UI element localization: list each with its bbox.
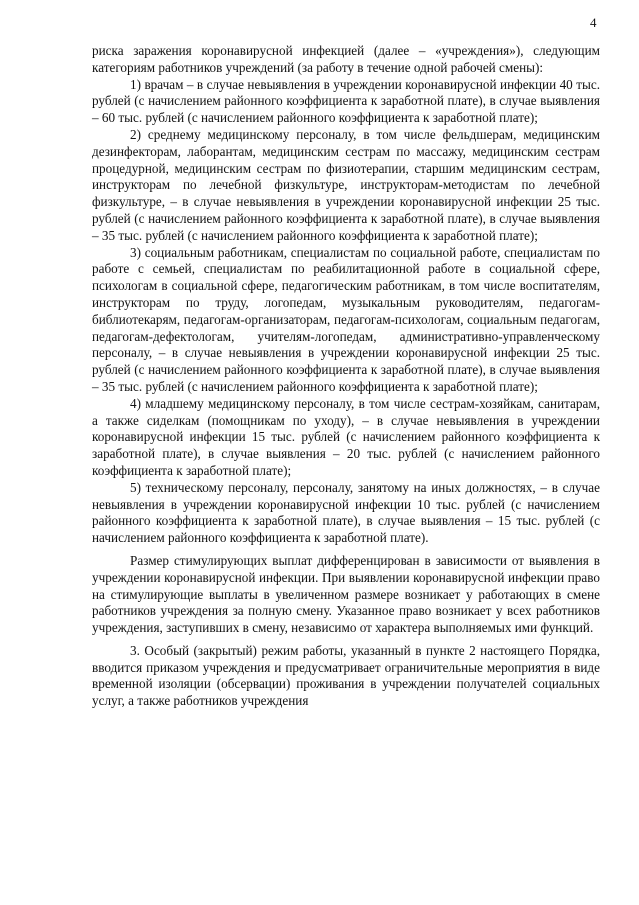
paragraph-item-2-mid-medical-staff: 2) среднему медицинскому персоналу, в том числе фельдшерам, медицинским дезинфекторам, лаборантам, медицинским сестрам по массажу, медицинским сестрам процедурной, медицинским сестрам по физиотерапии, старшим медицинским сестрам, инструкторам по лечебной физкультуре, инструкторам-методистам по лечебной физкультуре, – в случае невыявления в учреждении коронавирусной инфекции 25 тыс. рублей (с начислением районного коэффициента к заработной плате), в случае выявления – 35 тыс. рублей (с начислением районного коэффициента к заработной плате); bbox=[92, 126, 600, 243]
page-number: 4 bbox=[590, 15, 597, 30]
paragraph-intro-continuation: риска заражения коронавирусной инфекцией (далее – «учреждения»), следующим категориям работников учреждений (за работу в течение одной рабочей смены): bbox=[92, 43, 600, 75]
document-body bbox=[92, 43, 600, 710]
paragraph-item-1-doctors: 1) врачам – в случае невыявления в учреждении коронавирусной инфекции 40 тыс. рублей (с начислением районного коэффициента к заработной плате), в случае выявления – 60 тыс. рублей (с начислением районного коэффициента к заработной плате); bbox=[92, 76, 600, 126]
paragraph-section-3: 3. Особый (закрытый) режим работы, указанный в пункте 2 настоящего Порядка, вводится приказом учреждения и предусматривает ограничительные мероприятия в виде временной изоляции (обсервации) проживания в учреждении получателей социальных услуг, а также работников учреждения bbox=[92, 642, 600, 709]
paragraph-item-3-social-workers: 3) социальным работникам, специалистам по социальной работе, специалистам по работе с семьей, специалистам по реабилитационной работе в социальной сфере, психологам в социальной сфере, педагогическим работникам, в том числе воспитателям, инструкторам по труду, логопедам, музыкальным руководителям, педагогам-библиотекарям, педагогам-организаторам, педагогам-психологам, социальным педагогам, педагогам-дефектологам, учителям-логопедам, административно-управленческому персоналу, – в случае невыявления в учреждении коронавирусной инфекции 25 тыс. рублей (с начислением районного коэффициента к заработной плате), в случае выявления – 35 тыс. рублей (с начислением районного коэффициента к заработной плате); bbox=[92, 244, 600, 394]
paragraph-item-5-technical-staff: 5) техническому персоналу, персоналу, занятому на иных должностях, – в случае невыявления в учреждении коронавирусной инфекции 10 тыс. рублей (с начислением районного коэффициента к заработной плате), в случае выявления – 15 тыс. рублей (с начислением районного коэффициента к заработной плате). bbox=[92, 479, 600, 546]
paragraph-item-4-junior-medical-staff: 4) младшему медицинскому персоналу, в том числе сестрам-хозяйкам, санитарам, а также сиделкам (помощникам по уходу), – в случае невыявления в учреждении коронавирусной инфекции 15 тыс. рублей (с начислением районного коэффициента к заработной плате), в случае выявления – 20 тыс. рублей (с начислением районного коэффициента к заработной плате); bbox=[92, 395, 600, 478]
paragraph-payment-size: Размер стимулирующих выплат дифференцирован в зависимости от выявления в учреждении коронавирусной инфекции. При выявлении коронавирусной инфекции право на стимулирующие выплаты в увеличенном размере возникает у работающих в смене работников учреждения за полную смену. Указанное право возникает у всех работников учреждения, заступивших в смену, независимо от характера выполняемых ими функций. bbox=[92, 552, 600, 636]
